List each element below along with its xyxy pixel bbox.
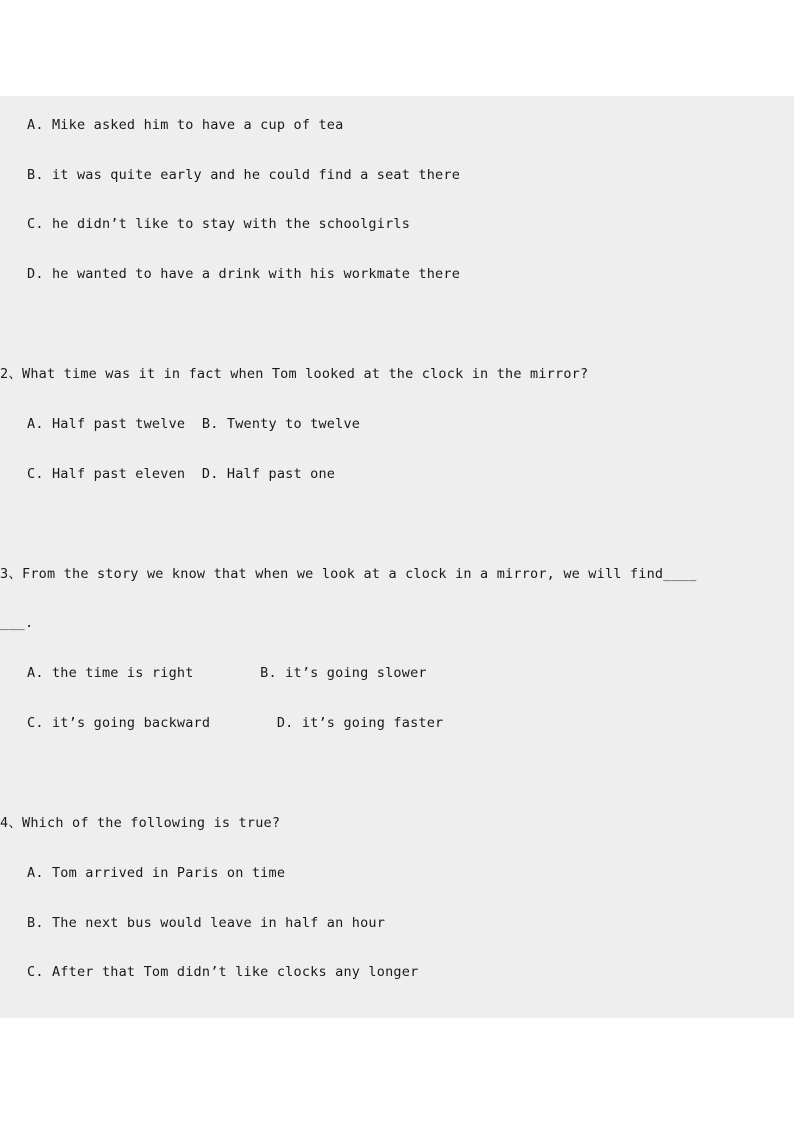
q1-option-b: B. it was quite early and he could find a seat there bbox=[27, 167, 461, 183]
q2-options-ab: A. Half past twelve B. Twenty to twelve bbox=[27, 416, 361, 432]
question-3-continued: ___. bbox=[0, 615, 34, 631]
q1-option-d: D. he wanted to have a drink with his workmate there bbox=[27, 266, 461, 282]
question-3: 3、From the story we know that when we look at a clock in a mirror, we will find____ bbox=[0, 566, 697, 582]
q4-option-b: B. The next bus would leave in half an hour bbox=[27, 915, 386, 931]
q1-option-a: A. Mike asked him to have a cup of tea bbox=[27, 117, 344, 133]
q2-options-cd: C. Half past eleven D. Half past one bbox=[27, 466, 336, 482]
q1-option-c: C. he didn’t like to stay with the schoolgirls bbox=[27, 216, 411, 232]
q3-options-cd: C. it’s going backward D. it’s going faster bbox=[27, 715, 444, 731]
q4-option-a: A. Tom arrived in Paris on time bbox=[27, 865, 286, 881]
q3-options-ab: A. the time is right B. it’s going slower bbox=[27, 665, 427, 681]
question-4: 4、Which of the following is true? bbox=[0, 815, 281, 831]
document-page bbox=[0, 96, 794, 1018]
question-2: 2、What time was it in fact when Tom looked at the clock in the mirror? bbox=[0, 366, 589, 382]
q4-option-c: C. After that Tom didn’t like clocks any longer bbox=[27, 964, 419, 980]
